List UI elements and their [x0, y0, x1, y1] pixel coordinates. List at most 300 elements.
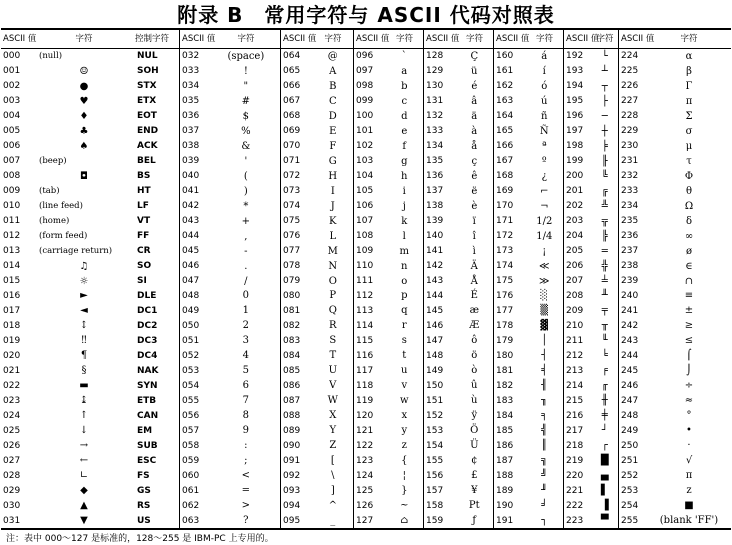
ascii-code: 035 [182, 96, 200, 107]
ascii-char: (form feed) [39, 231, 88, 242]
table-row [619, 184, 731, 199]
ascii-code: 109 [356, 246, 374, 257]
ascii-char: R [329, 320, 337, 332]
ascii-code: 175 [496, 276, 514, 287]
ascii-char: h [401, 170, 408, 182]
ascii-char: ◘ [80, 170, 88, 182]
table-row [564, 199, 618, 214]
table-row [354, 423, 423, 438]
table-row [1, 378, 179, 393]
ascii-char: j [402, 200, 406, 212]
ascii-char: è [471, 200, 478, 212]
ascii-code: 242 [621, 320, 639, 331]
header-code: ASCII 值 [566, 34, 600, 44]
ascii-char: ä [471, 110, 478, 122]
ascii-code: 183 [496, 395, 514, 406]
ascii-char: O [328, 275, 337, 287]
ascii-char: ¢ [471, 455, 478, 467]
table-row [564, 49, 618, 64]
ascii-char: ┐ [541, 515, 548, 527]
ascii-code: 031 [3, 515, 21, 526]
table-row [1, 94, 179, 109]
table-row [564, 154, 618, 169]
table-row [424, 49, 493, 64]
control-char: GS [137, 485, 151, 496]
ascii-code: 086 [283, 380, 301, 391]
ascii-char: θ [685, 185, 693, 197]
ascii-code: 103 [356, 156, 374, 167]
table-row [281, 154, 353, 169]
ascii-char: 5 [242, 365, 250, 377]
table-row [281, 49, 353, 64]
table-row [619, 79, 731, 94]
table-row [424, 79, 493, 94]
ascii-char: ─ [601, 110, 608, 122]
ascii-code: 177 [496, 305, 514, 316]
ascii-char: q [401, 305, 408, 317]
table-row [494, 333, 563, 348]
ascii-code: 051 [182, 335, 200, 346]
ascii-code: 098 [356, 81, 374, 92]
ascii-code: 021 [3, 365, 21, 376]
ascii-code: 087 [283, 395, 301, 406]
ascii-char: (blank 'FF') [659, 515, 719, 527]
ascii-char: ■ [684, 500, 694, 512]
ascii-code: 203 [566, 216, 584, 227]
table-row [424, 244, 493, 259]
table-row [619, 244, 731, 259]
table-row [354, 318, 423, 333]
table-row [180, 214, 280, 229]
ascii-char: k [401, 215, 408, 227]
ascii-char: É [470, 290, 478, 302]
table-row [354, 109, 423, 124]
table-row [424, 408, 493, 423]
ascii-code: 043 [182, 216, 200, 227]
ascii-char: A [329, 65, 337, 77]
ascii-char: l [402, 230, 406, 242]
ascii-char: ô [471, 335, 478, 347]
ascii-char: 1/4 [536, 230, 553, 242]
table-row [180, 289, 280, 304]
ascii-char: ☺ [79, 65, 89, 77]
control-char: DC1 [137, 305, 158, 316]
ascii-char: ¶ [80, 350, 88, 362]
ascii-code: 036 [182, 111, 200, 122]
ascii-code: 113 [356, 305, 374, 316]
ascii-code: 134 [426, 141, 444, 152]
column-group-6 [564, 30, 619, 528]
ascii-code: 165 [496, 126, 514, 137]
table-row [424, 154, 493, 169]
ascii-char: v [401, 380, 408, 392]
ascii-code: 052 [182, 350, 200, 361]
ascii-code: 079 [283, 276, 301, 287]
table-row [494, 498, 563, 513]
ascii-char: M [327, 245, 338, 257]
ascii-code: 030 [3, 500, 21, 511]
table-row [354, 64, 423, 79]
ascii-code: 218 [566, 440, 584, 451]
table-row [564, 64, 618, 79]
ascii-code: 012 [3, 231, 21, 242]
ascii-char: û [471, 380, 478, 392]
table-row [564, 438, 618, 453]
table-row [494, 199, 563, 214]
table-row [564, 453, 618, 468]
ascii-char: ♣ [79, 125, 89, 137]
ascii-char: ê [471, 170, 478, 182]
ascii-code: 017 [3, 305, 21, 316]
table-row [619, 94, 731, 109]
ascii-char: c [401, 95, 408, 107]
ascii-char: ù [471, 395, 478, 407]
ascii-code: 028 [3, 470, 21, 481]
table-row [281, 184, 353, 199]
ascii-char: └ [601, 50, 608, 62]
ascii-code: 232 [621, 171, 639, 182]
ascii-char: ↨ [79, 395, 89, 407]
table-row [564, 318, 618, 333]
ascii-code: 120 [356, 410, 374, 421]
control-char: DC2 [137, 320, 158, 331]
ascii-char: ╬ [601, 260, 608, 272]
control-char: ETX [137, 96, 157, 107]
ascii-code: 227 [621, 96, 639, 107]
ascii-code: 151 [426, 395, 444, 406]
ascii-code: 047 [182, 276, 200, 287]
header-char: 字符 [680, 34, 698, 44]
table-row [1, 154, 179, 169]
table-row [564, 274, 618, 289]
table-row [281, 378, 353, 393]
header-char: 字符 [395, 34, 413, 44]
table-row [354, 513, 423, 528]
table-row [564, 94, 618, 109]
table-row [281, 453, 353, 468]
ascii-char: (home) [39, 216, 70, 227]
table-row [180, 408, 280, 423]
ascii-code: 092 [283, 470, 301, 481]
table-row [564, 363, 618, 378]
ascii-char: Ç [470, 50, 479, 62]
ascii-code: 045 [182, 246, 200, 257]
table-row [494, 453, 563, 468]
table-row [494, 49, 563, 64]
ascii-char: w [400, 395, 409, 407]
ascii-char: ► [80, 290, 88, 302]
ascii-char: H [328, 170, 338, 182]
control-char: EOT [137, 111, 157, 122]
ascii-char: Ω [684, 200, 694, 212]
ascii-char: (beep) [39, 156, 67, 167]
ascii-code: 116 [356, 350, 374, 361]
ascii-char: ╜ [541, 485, 548, 497]
ascii-char: → [79, 440, 89, 452]
table-row [180, 94, 280, 109]
table-row [1, 513, 179, 528]
ascii-char: Q [328, 305, 337, 317]
ascii-code: 117 [356, 365, 374, 376]
header-code: ASCII 值 [426, 34, 460, 44]
ascii-char: ÿ [471, 410, 478, 422]
ascii-char: ╤ [601, 305, 608, 317]
table-row [354, 468, 423, 483]
table-row [354, 453, 423, 468]
ascii-char: ├ [601, 95, 608, 107]
control-char: SO [137, 261, 152, 272]
table-row [354, 184, 423, 199]
ascii-code: 146 [426, 320, 444, 331]
ascii-code: 224 [621, 51, 639, 62]
ascii-code: 228 [621, 111, 639, 122]
table-row [1, 498, 179, 513]
ascii-char: / [244, 275, 248, 287]
ascii-char: ≥ [684, 320, 694, 332]
table-row [354, 498, 423, 513]
ascii-code: 216 [566, 410, 584, 421]
ascii-code: 096 [356, 51, 374, 62]
ascii-code: 171 [496, 216, 514, 227]
table-row [424, 423, 493, 438]
ascii-char: 3 [242, 335, 250, 347]
table-row [564, 229, 618, 244]
ascii-char: u [401, 365, 408, 377]
column-group-7 [619, 30, 731, 528]
table-row [354, 333, 423, 348]
ascii-char: ╣ [541, 425, 548, 437]
ascii-char: 1 [242, 305, 250, 317]
ascii-char: § [81, 365, 87, 377]
table-row [424, 124, 493, 139]
ascii-code: 195 [566, 96, 584, 107]
ascii-char: ╩ [601, 200, 608, 212]
table-row [354, 393, 423, 408]
ascii-code: 037 [182, 126, 200, 137]
table-row [1, 453, 179, 468]
ascii-code: 071 [283, 156, 301, 167]
ascii-code: 072 [283, 171, 301, 182]
ascii-code: 169 [496, 186, 514, 197]
ascii-char: K [329, 215, 337, 227]
ascii-char: 6 [242, 380, 250, 392]
ascii-char: ╝ [541, 470, 548, 482]
ascii-code: 186 [496, 440, 514, 451]
ascii-char: ç [471, 155, 478, 167]
table-row [494, 513, 563, 528]
ascii-char: μ [685, 140, 693, 152]
table-row [281, 289, 353, 304]
table-row [1, 408, 179, 423]
ascii-char: G [328, 155, 337, 167]
ascii-code: 185 [496, 425, 514, 436]
table-row [619, 453, 731, 468]
ascii-code: 111 [356, 276, 374, 287]
table-row [424, 139, 493, 154]
ascii-code: 095 [283, 515, 301, 526]
ascii-code: 100 [356, 111, 374, 122]
ascii-char: ï [472, 215, 476, 227]
ascii-code: 193 [566, 66, 584, 77]
ascii-char: Æ [469, 320, 480, 332]
ascii-char: 8 [242, 410, 250, 422]
table-row [281, 214, 353, 229]
table-row [564, 169, 618, 184]
ascii-code: 124 [356, 470, 374, 481]
ascii-char: (tab) [39, 186, 60, 197]
table-row [354, 289, 423, 304]
ascii-char: ↑ [79, 410, 89, 422]
table-row [619, 169, 731, 184]
ascii-code: 176 [496, 290, 514, 301]
ascii-char: (line feed) [39, 201, 83, 212]
header-char: 字符 [465, 34, 483, 44]
ascii-code: 029 [3, 485, 21, 496]
ascii-code: 002 [3, 81, 21, 92]
table-row [424, 453, 493, 468]
ascii-code: 231 [621, 156, 639, 167]
table-row [180, 154, 280, 169]
column-header [180, 30, 280, 49]
table-row [494, 468, 563, 483]
table-row [619, 513, 731, 528]
ascii-code: 039 [182, 156, 200, 167]
table-row [564, 378, 618, 393]
table-row [494, 408, 563, 423]
ascii-code: 059 [182, 455, 200, 466]
ascii-code: 080 [283, 290, 301, 301]
table-row [1, 79, 179, 94]
ascii-char: * [243, 200, 249, 212]
ascii-char: ┴ [601, 65, 608, 77]
ascii-char: b [401, 80, 408, 92]
ascii-char: ╚ [601, 170, 608, 182]
ascii-char: ? [243, 515, 249, 527]
control-char: BS [137, 171, 151, 182]
ascii-char: (space) [227, 50, 265, 62]
control-char: BEL [137, 156, 156, 167]
table-row [564, 333, 618, 348]
ascii-code: 239 [621, 276, 639, 287]
table-row [1, 483, 179, 498]
ascii-char: f [402, 140, 407, 152]
column-header [564, 30, 618, 49]
table-row [354, 408, 423, 423]
table-row [180, 363, 280, 378]
ascii-char: s [401, 335, 407, 347]
ascii-code: 023 [3, 395, 21, 406]
ascii-char: [ [330, 455, 335, 467]
ascii-code: 073 [283, 186, 301, 197]
table-row [1, 139, 179, 154]
ascii-code: 152 [426, 410, 444, 421]
ascii-char: ╢ [541, 380, 548, 392]
table-row [281, 483, 353, 498]
ascii-code: 182 [496, 380, 514, 391]
ascii-char: Ñ [539, 125, 549, 137]
table-row [281, 363, 353, 378]
ascii-char: ╘ [601, 350, 608, 362]
ascii-code: 110 [356, 261, 374, 272]
ascii-char: ╛ [541, 500, 548, 512]
table-row [494, 274, 563, 289]
ascii-code: 122 [356, 440, 374, 451]
ascii-code: 159 [426, 515, 444, 526]
ascii-char: ▼ [80, 515, 88, 527]
table-row [619, 498, 731, 513]
column-header [424, 30, 493, 49]
control-char: SI [137, 276, 147, 287]
table-row [354, 154, 423, 169]
ascii-char: Σ [685, 110, 693, 122]
ascii-code: 088 [283, 410, 301, 421]
header-code: ASCII 值 [621, 34, 655, 44]
ascii-char: ø [685, 245, 693, 257]
ascii-char: · [687, 440, 691, 452]
ascii-code: 004 [3, 111, 21, 122]
ascii-char: ‼ [81, 335, 87, 347]
ascii-char: Pt [468, 500, 480, 512]
ascii-code: 041 [182, 186, 200, 197]
table-row [180, 259, 280, 274]
table-row [1, 124, 179, 139]
table-row [180, 244, 280, 259]
ascii-char: Y [329, 425, 337, 437]
ascii-code: 201 [566, 186, 584, 197]
ascii-char: ┘ [601, 425, 608, 437]
table-row [1, 363, 179, 378]
ascii-code: 119 [356, 395, 374, 406]
ascii-char: ò [471, 365, 478, 377]
ascii-code: 155 [426, 455, 444, 466]
table-row [1, 259, 179, 274]
table-row [180, 124, 280, 139]
table-row [424, 199, 493, 214]
ascii-char: W [327, 395, 338, 407]
table-row [494, 318, 563, 333]
ascii-code: 048 [182, 290, 200, 301]
table-row [564, 124, 618, 139]
ascii-char: ì [472, 245, 476, 257]
table-row [281, 79, 353, 94]
ascii-code: 081 [283, 305, 301, 316]
ascii-code: 144 [426, 290, 444, 301]
ascii-char: º [541, 155, 547, 167]
ascii-char: δ [685, 215, 693, 227]
ascii-code: 040 [182, 171, 200, 182]
table-row [564, 303, 618, 318]
ascii-char: ≡ [684, 290, 694, 302]
ascii-code: 223 [566, 515, 584, 526]
header-code: ASCII 值 [356, 34, 390, 44]
table-row [180, 453, 280, 468]
table-row [180, 393, 280, 408]
column-header [281, 30, 353, 49]
table-row [424, 378, 493, 393]
ascii-code: 217 [566, 425, 584, 436]
ascii-char: ∩ [684, 275, 694, 287]
ascii-code: 150 [426, 380, 444, 391]
ascii-code: 060 [182, 470, 200, 481]
ascii-code: 244 [621, 350, 639, 361]
table-row [564, 214, 618, 229]
ascii-code: 247 [621, 395, 639, 406]
ascii-char: r [401, 320, 407, 332]
ascii-code: 022 [3, 380, 21, 391]
ascii-code: 252 [621, 470, 639, 481]
ascii-char: B [329, 80, 337, 92]
ascii-code: 192 [566, 51, 584, 62]
